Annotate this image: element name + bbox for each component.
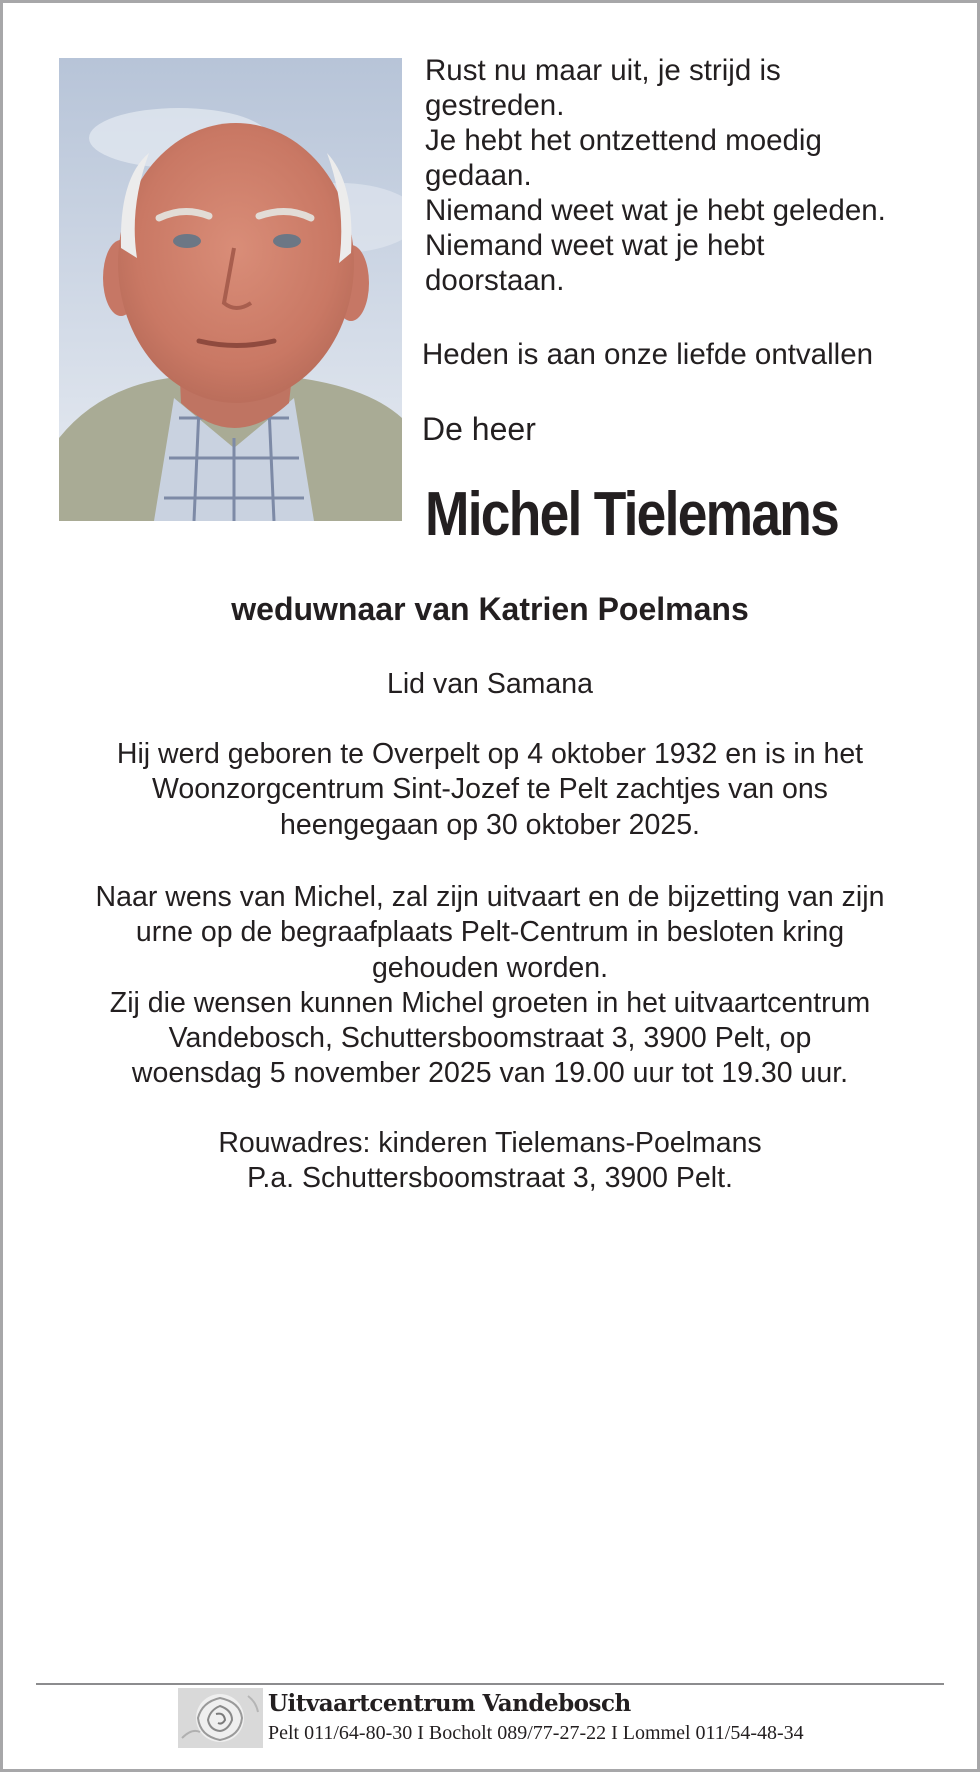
paragraph-line: Hij werd geboren te Overpelt op 4 oktober 1932 en is in het xyxy=(116,738,864,770)
funeral-home-phones: Pelt 011/64-80-30 I Bocholt 089/77-27-22 I Lommel 011/54-48-34 xyxy=(268,1722,804,1744)
widower-line: weduwnaar van Katrien Poelmans xyxy=(231,591,749,627)
membership-line: Lid van Samana xyxy=(387,668,593,700)
portrait-photo xyxy=(59,58,402,521)
poem xyxy=(425,53,965,298)
poem-line: Niemand weet wat je hebt xyxy=(425,229,765,262)
paragraph-line: Woonzorgcentrum Sint-Jozef te Pelt zachtjes van ons xyxy=(152,773,828,806)
poem-line: gestreden. xyxy=(425,89,565,122)
poem-line: gedaan. xyxy=(425,159,532,192)
paragraph-line: Naar wens van Michel, zal zijn uitvaart en de bijzetting van zijn xyxy=(95,881,885,913)
funeral-paragraph xyxy=(40,880,940,1092)
paragraph-line: Rouwadres: kinderen Tielemans-Poelmans xyxy=(218,1127,762,1159)
paragraph-line: woensdag 5 november 2025 van 19.00 uur tot 19.30 uur. xyxy=(131,1057,849,1090)
paragraph-line: Vandebosch, Schuttersboomstraat 3, 3900 Pelt, op xyxy=(168,1022,812,1055)
poem-line: Niemand weet wat je hebt geleden. xyxy=(425,194,886,227)
rose-logo-icon xyxy=(178,1688,263,1748)
paragraph-line: heengegaan op 30 oktober 2025. xyxy=(280,808,700,841)
paragraph-line: P.a. Schuttersboomstraat 3, 3900 Pelt. xyxy=(247,1162,733,1195)
paragraph-line: Zij die wensen kunnen Michel groeten in het uitvaartcentrum xyxy=(109,986,871,1019)
deceased-name: Michel Tielemans xyxy=(425,480,839,549)
poem-line: Rust nu maar uit, je strijd is xyxy=(425,54,781,87)
intro-text: Heden is aan onze liefde ontvallen xyxy=(422,338,874,371)
poem-line: doorstaan. xyxy=(425,264,565,297)
paragraph-line: urne op de begraafplaats Pelt-Centrum in besloten kring xyxy=(135,916,845,949)
funeral-home-name: Uitvaartcentrum Vandebosch xyxy=(268,1690,631,1717)
footer-divider xyxy=(36,1683,944,1685)
paragraph-line: gehouden worden. xyxy=(371,951,609,984)
mourning-address xyxy=(40,1126,940,1197)
birth-paragraph xyxy=(40,737,940,843)
title-prefix: De heer xyxy=(422,411,536,447)
poem-line: Je hebt het ontzettend moedig xyxy=(425,124,822,157)
